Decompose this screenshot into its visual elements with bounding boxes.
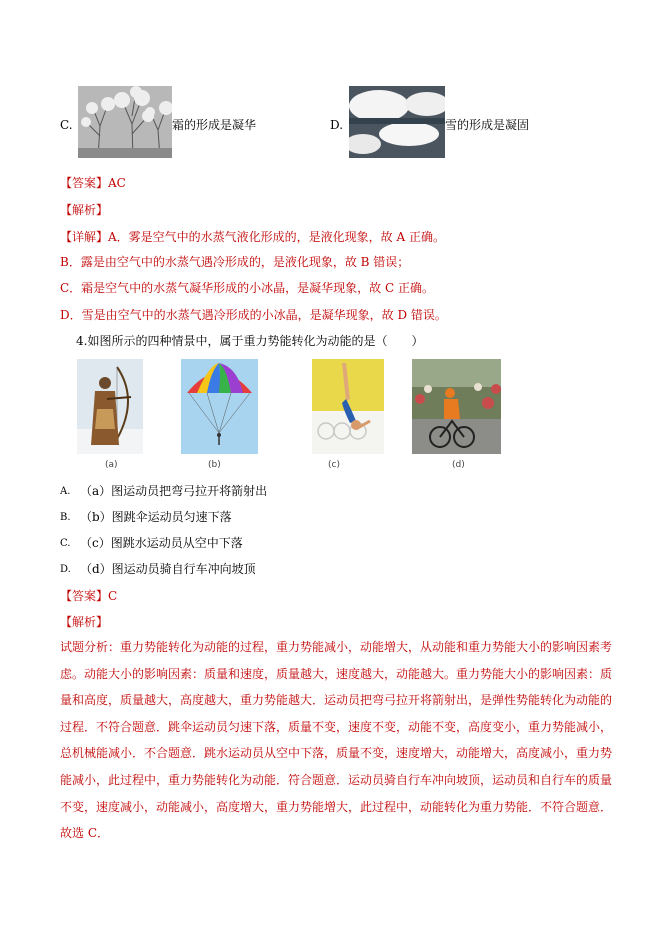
q4-stem: 4.如图所示的四种情景中，属于重力势能转化为动能的是（ ） — [76, 334, 424, 348]
q4-analysis-label: 【解析】 — [60, 615, 109, 629]
q4-option-b-text: （b）图跳伞运动员匀速下落 — [80, 510, 232, 524]
option-d-letter: D. — [330, 118, 344, 132]
cyclist-photo — [412, 359, 501, 454]
frost-tree-photo — [78, 86, 172, 158]
q4-option-d-text: （d）图运动员骑自行车冲向坡顶 — [80, 562, 256, 576]
q4-analysis-body — [60, 634, 613, 847]
q4-option-b-letter: B. — [60, 512, 71, 523]
analysis-line: 试题分析：重力势能转化为动能的过程，重力势能减小，动能增大，从动能和重力势能大小的影响因素考 — [60, 640, 613, 654]
q4-option-c-letter: C. — [60, 538, 71, 549]
q4-option-d-letter: D. — [60, 564, 71, 575]
q4-option-c-text: （c）图跳水运动员从空中下落 — [80, 536, 243, 550]
caption-d: (d) — [452, 460, 465, 470]
archer-photo — [77, 359, 143, 454]
q4-option-a-letter: A. — [60, 486, 71, 497]
q3-detail-line: B．露是由空气中的水蒸气遇冷形成的，是液化现象，故 B 错误； — [60, 255, 410, 269]
q3-detail-line: D．雪是由空气中的水蒸气遇冷形成的小冰晶，是凝华现象，故 D 错误。 — [60, 308, 447, 322]
q3-detail-line: 【详解】A．雾是空气中的水蒸气液化形成的，是液化现象，故 A 正确。 — [60, 230, 445, 244]
q3-detail-line: C．霜是空气中的水蒸气凝华形成的小冰晶，是凝华现象，故 C 正确。 — [60, 281, 434, 295]
option-c-letter: C. — [60, 118, 73, 132]
snow-rocks-photo — [349, 86, 445, 158]
analysis-line: 总机械能减小．不合题意．跳水运动员从空中下落，质量不变，速度增大，动能增大，高度减小，重力势 — [60, 746, 613, 761]
analysis-line: 能减小，此过程中，重力势能转化为动能．符合题意．运动员骑自行车冲向坡顶，运动员和自行车的质量 — [60, 772, 613, 787]
caption-c: (c) — [328, 460, 340, 470]
diver-photo — [312, 359, 384, 454]
caption-b: (b) — [208, 460, 221, 470]
analysis-line: 故选 C． — [60, 826, 109, 841]
caption-a: (a) — [105, 460, 118, 470]
option-c-text: 霜的形成是凝华 — [172, 118, 257, 132]
parachute-photo — [181, 359, 258, 454]
q3-answer: 【答案】AC — [60, 176, 126, 190]
q4-answer: 【答案】C — [60, 589, 118, 603]
analysis-line: 量和高度，质量越大，高度越大，重力势能越大．运动员把弯弓拉开将箭射出，是弹性势能转化为动能的 — [60, 693, 613, 708]
analysis-line: 虑。动能大小的影响因素：质量和速度，质量越大，速度越大，动能越大。重力势能大小的影响因素：质 — [60, 666, 613, 681]
analysis-line: 不变，速度减小，动能减小，高度增大，重力势能增大，此过程中，动能转化为重力势能．不符合题意． — [60, 799, 613, 814]
q3-analysis-label: 【解析】 — [60, 203, 109, 217]
option-d-text: 雪的形成是凝固 — [445, 118, 530, 132]
q4-option-a-text: （a）图运动员把弯弓拉开将箭射出 — [80, 484, 268, 498]
analysis-line: 过程．不符合题意．跳伞运动员匀速下落，质量不变，速度不变，动能不变，高度变小，重力势能减小， — [60, 719, 613, 734]
